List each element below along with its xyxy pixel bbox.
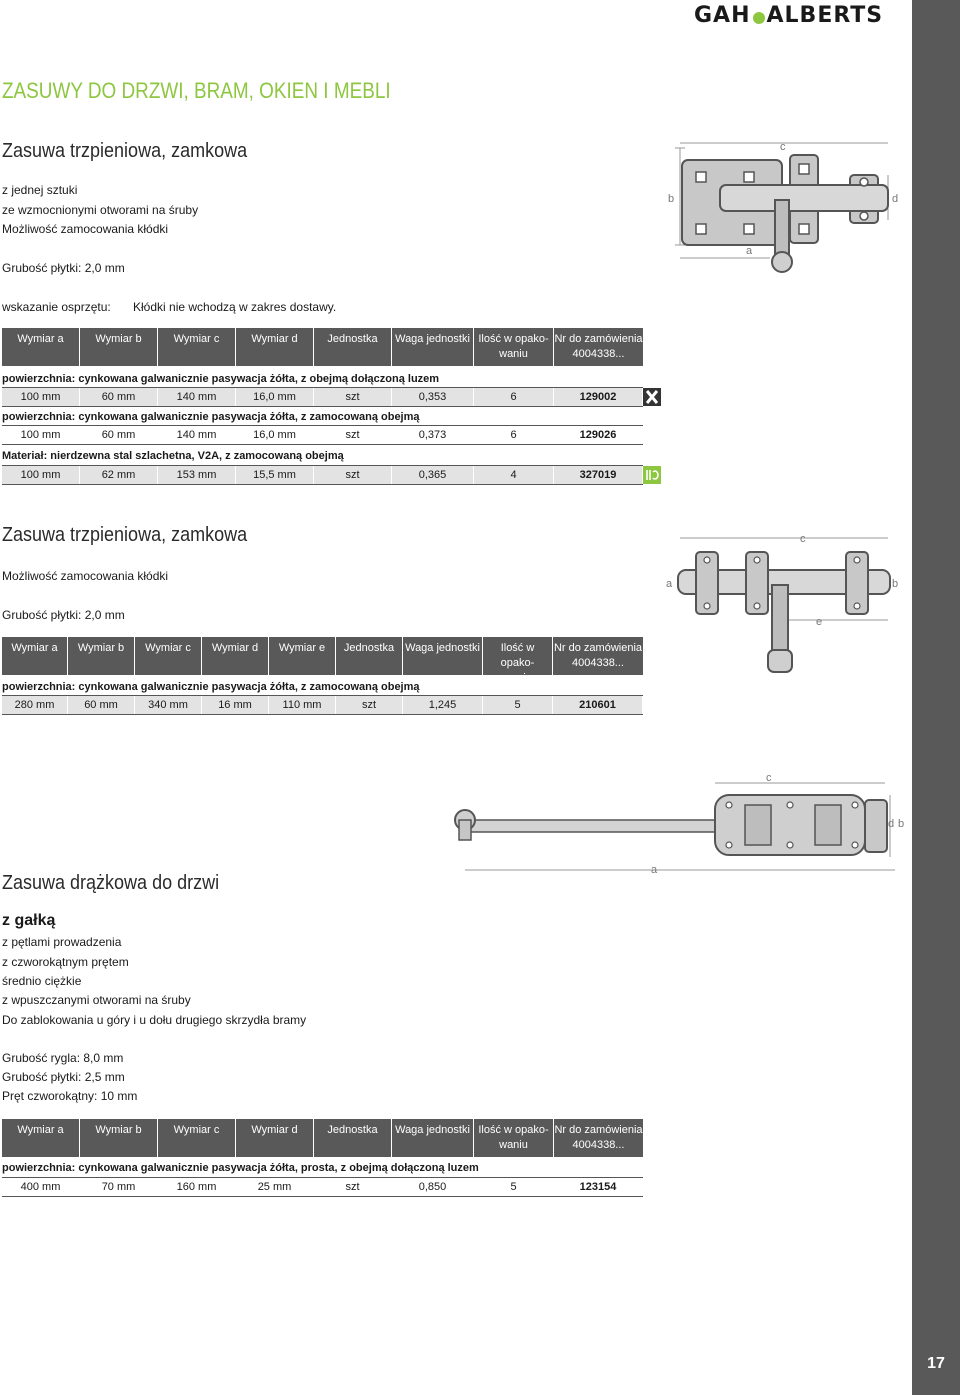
product1-dim-d: d xyxy=(892,193,899,205)
spec-label: Grubość płytki: xyxy=(2,1070,82,1084)
product1-group-label: powierzchnia: cynkowana galwanicznie pasywacja żółta, z zamocowaną obejmą xyxy=(2,411,420,423)
table-cell: 153 mm xyxy=(158,466,236,484)
pack-icon xyxy=(643,388,661,406)
table-cell: 140 mm xyxy=(158,388,236,406)
table-cell: 60 mm xyxy=(80,388,158,406)
table-cell: 6 xyxy=(474,426,554,444)
table-row xyxy=(2,1177,643,1197)
spec-value: 8,0 mm xyxy=(83,1051,124,1065)
table-cell: 70 mm xyxy=(80,1178,158,1196)
header-cell: Waga jednostki xyxy=(403,637,483,675)
table-cell: 0,365 xyxy=(392,466,474,484)
table-cell: 340 mm xyxy=(135,696,202,714)
header-cell: Wymiar b xyxy=(80,328,158,366)
table-cell: 140 mm xyxy=(158,426,236,444)
section-title: ZASUWY DO DRZWI, BRAM, OKIEN I MEBLI xyxy=(2,78,391,103)
product3-dim-a: a xyxy=(651,864,658,876)
table-cell: 62 mm xyxy=(80,466,158,484)
product3-feature: średnio ciężkie xyxy=(2,974,82,988)
header-cell: Wymiar a xyxy=(2,1119,80,1157)
product2-feature: Możliwość zamocowania kłódki xyxy=(2,569,169,583)
table-row xyxy=(2,387,643,407)
product1-feature: ze wzmocnionymi otworami na śruby xyxy=(2,203,199,217)
table-cell: 0,850 xyxy=(392,1178,474,1196)
header-cell: Wymiar c xyxy=(158,1119,236,1157)
table-cell: 110 mm xyxy=(269,696,336,714)
product3-feature: z wpuszczanymi otworami na śruby xyxy=(2,993,191,1007)
table-cell: 100 mm xyxy=(2,426,80,444)
table-cell: 25 mm xyxy=(236,1178,314,1196)
order-number-cell: 210601 xyxy=(553,696,643,714)
product3-dim-b: b xyxy=(898,818,905,830)
table-cell: 60 mm xyxy=(80,426,158,444)
product1-plate xyxy=(2,261,125,275)
table-cell: szt xyxy=(336,696,403,714)
table-cell: 400 mm xyxy=(2,1178,80,1196)
product1-table-header xyxy=(2,328,643,366)
table-cell: 5 xyxy=(483,696,553,714)
order-number-cell: 123154 xyxy=(554,1178,643,1196)
product1-plate-value: 2,0 mm xyxy=(84,261,125,275)
header-cell: Wymiar c xyxy=(135,637,202,675)
product1-hint-value: Kłódki nie wchodzą w zakres dostawy. xyxy=(133,300,337,314)
spec-label: Grubość rygla: xyxy=(2,1051,81,1065)
order-number-cell: 327019 xyxy=(554,466,643,484)
logo-text-right: ALBERTS xyxy=(766,2,884,28)
product2-plate-value: 2,0 mm xyxy=(84,608,125,622)
product1-title: Zasuwa trzpieniowa, zamkowa xyxy=(2,140,248,162)
product2-table-header xyxy=(2,637,643,684)
header-cell: Waga jednostki xyxy=(392,328,474,366)
page-number: 17 xyxy=(927,1355,945,1372)
table-cell: 16,0 mm xyxy=(236,426,314,444)
product3-title: Zasuwa drążkowa do drzwi xyxy=(2,872,220,894)
header-cell: Nr do zamówienia 4004338... xyxy=(554,333,643,360)
header-cell: Wymiar a xyxy=(2,328,80,366)
product2-dim-b: b xyxy=(892,578,899,590)
product1-feature: z jednej sztuki xyxy=(2,183,78,197)
table-row xyxy=(2,695,643,715)
logo-dot xyxy=(753,12,765,24)
product3-feature: Do zablokowania u góry i u dołu drugiego skrzydła bramy xyxy=(2,1013,307,1027)
table-cell: 15,5 mm xyxy=(236,466,314,484)
product1-group-label: powierzchnia: cynkowana galwanicznie pasywacja żółta, z obejmą dołączoną luzem xyxy=(2,373,440,385)
product3-drawing xyxy=(445,765,910,880)
table-cell: 5 xyxy=(474,1178,554,1196)
header-cell: Jednostka xyxy=(336,637,403,675)
product3-group-label: powierzchnia: cynkowana galwanicznie pasywacja żółta, prosta, z obejmą dołączoną luzem xyxy=(2,1162,479,1174)
product1-plate-label: Grubość płytki: xyxy=(2,261,82,275)
header-cell: Wymiar c xyxy=(158,328,236,366)
table-cell: 60 mm xyxy=(68,696,135,714)
header-cell: Ilość w opako- waniu xyxy=(474,1119,554,1157)
header-cell: Nr do zamówienia 4004338... xyxy=(553,642,643,669)
header-cell: Wymiar b xyxy=(68,637,135,675)
table-cell: 0,373 xyxy=(392,426,474,444)
table-cell: 100 mm xyxy=(2,388,80,406)
product1-dim-a: a xyxy=(746,245,753,257)
product3-subtitle: z gałką xyxy=(2,912,56,929)
logo-text-left: GAH xyxy=(694,2,751,28)
sidebar-bar xyxy=(912,0,960,1395)
header-cell: Wymiar d xyxy=(202,637,269,675)
header-cell: Wymiar a xyxy=(2,637,68,675)
product2-title: Zasuwa trzpieniowa, zamkowa xyxy=(2,524,248,546)
product1-dim-b: b xyxy=(668,193,675,205)
product1-drawing xyxy=(660,140,910,280)
order-number-cell: 129002 xyxy=(554,388,643,406)
product3-dim-d: d xyxy=(888,818,895,830)
table-cell: szt xyxy=(314,388,392,406)
product2-group-label: powierzchnia: cynkowana galwanicznie pasywacja żółta, z zamocowaną obejmą xyxy=(2,681,420,693)
product1-dim-c: c xyxy=(780,141,786,153)
table-row xyxy=(2,425,643,445)
header-cell: Jednostka xyxy=(314,1119,392,1157)
header-cell: Wymiar d xyxy=(236,1119,314,1157)
table-cell: 280 mm xyxy=(2,696,68,714)
product2-plate xyxy=(2,608,125,622)
product3-spec xyxy=(2,1089,137,1103)
table-cell: 160 mm xyxy=(158,1178,236,1196)
product3-spec xyxy=(2,1051,123,1065)
stainless-icon xyxy=(643,466,661,484)
table-cell: szt xyxy=(314,1178,392,1196)
header-cell: Ilość w opako- waniu xyxy=(474,328,554,366)
product1-group-label: Materiał: nierdzewna stal szlachetna, V2A, z zamocowaną obejmą xyxy=(2,450,344,462)
product2-dim-e: e xyxy=(816,616,823,628)
spec-value: 10 mm xyxy=(100,1089,138,1103)
order-number-cell: 129026 xyxy=(554,426,643,444)
table-cell: 16,0 mm xyxy=(236,388,314,406)
header-cell: Wymiar b xyxy=(80,1119,158,1157)
product2-dim-a: a xyxy=(666,578,673,590)
spec-label: Pręt czworokątny: xyxy=(2,1089,98,1103)
product3-dim-c: c xyxy=(766,772,772,784)
brand-logo xyxy=(694,2,908,28)
table-cell: 100 mm xyxy=(2,466,80,484)
table-cell: szt xyxy=(314,466,392,484)
spec-value: 2,5 mm xyxy=(84,1070,125,1084)
header-cell: Waga jednostki xyxy=(392,1119,474,1157)
product3-feature: z pętlami prowadzenia xyxy=(2,935,122,949)
table-cell: 4 xyxy=(474,466,554,484)
product2-dim-c: c xyxy=(800,533,806,545)
table-cell: 6 xyxy=(474,388,554,406)
header-cell: Ilość w opako- waniu xyxy=(483,637,553,675)
product2-drawing xyxy=(660,530,910,680)
table-row xyxy=(2,465,643,485)
header-cell: Wymiar e xyxy=(269,637,336,675)
product2-plate-label: Grubość płytki: xyxy=(2,608,82,622)
product1-hint-label: wskazanie osprzętu: xyxy=(2,300,111,314)
table-cell: 16 mm xyxy=(202,696,269,714)
table-cell: szt xyxy=(314,426,392,444)
product3-feature: z czworokątnym prętem xyxy=(2,955,129,969)
header-cell: Jednostka xyxy=(314,328,392,366)
header-cell: Nr do zamówienia 4004338... xyxy=(554,1124,643,1151)
product1-feature: Możliwość zamocowania kłódki xyxy=(2,222,169,236)
product3-table-header xyxy=(2,1119,643,1157)
table-cell: 1,245 xyxy=(403,696,483,714)
table-cell: 0,353 xyxy=(392,388,474,406)
header-cell: Wymiar d xyxy=(236,328,314,366)
product3-spec xyxy=(2,1070,125,1084)
